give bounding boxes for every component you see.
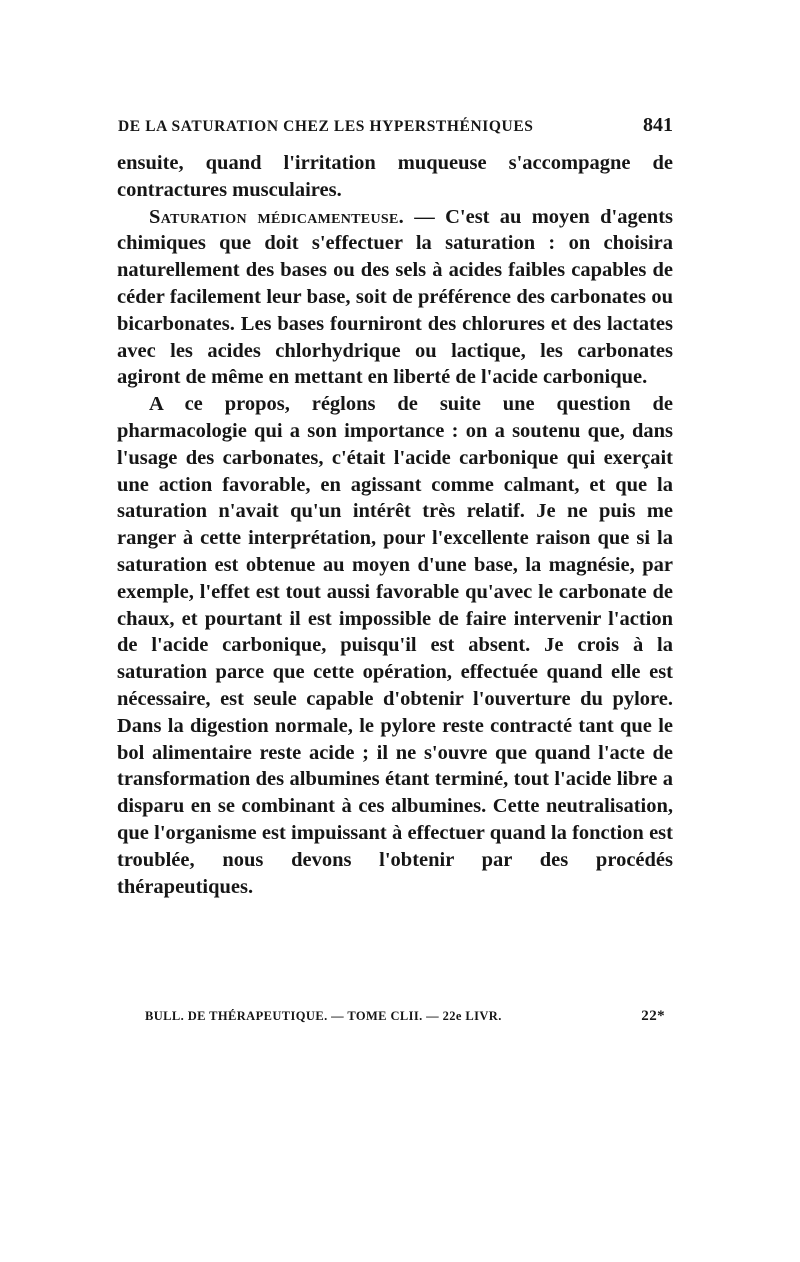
paragraph-3: A ce propos, réglons de suite une question de pharmacologie qui a son importance : on a soutenu que, dans l'usage des carbonates, c'était l'acide carbonique qui exerçait une action favorable, en agissant comme calmant, et que la saturation n'avait qu'un intérêt très relatif. Je ne puis me ranger à cette interprétation, pour l'excellente raison que si la saturation est obtenue au moyen d'une base, la magnésie, par exemple, l'effet est tout aussi favorable qu'avec le carbonate de chaux, et pourtant il est impossible de faire intervenir l'action de l'acide carbonique, puisqu'il est absent. Je crois à la saturation parce que cette opération, effectuée quand elle est nécessaire, est seule capable d'obtenir l'ouverture du pylore. Dans la digestion normale, le pylore reste contracté tant que le bol alimentaire reste acide ; il ne s'ouvre que quand l'acte de transformation des albumines étant terminé, tout l'acide libre a disparu en se combinant à ces albumines. Cette neutralisation, que l'organisme est impuissant à effectuer quand la fonction est troublée, nous devons l'obtenir par des procédés thérapeutiques. <box>117 393 673 898</box>
paragraph-2-text: — C'est au moyen d'agents chimiques que doit s'effectuer la saturation : on choisira naturellement des bases ou des sels à acides faibles capables de céder facilement leur base, soit de préférence des carbonates ou bicarbonates. Les bases fourniront des chlorures et des lactates avec les acides chlorhydrique ou lactique, les carbonates agiront de même en mettant en liberté de l'acide carbonique. <box>117 205 673 389</box>
running-head <box>118 114 673 144</box>
footer-imprint: BULL. DE THÉRAPEUTIQUE. — TOME CLII. — 22e LIVR. <box>145 1009 502 1023</box>
paragraph-1: ensuite, quand l'irritation muqueuse s'accompagne de contractures musculaires. <box>117 152 673 201</box>
body-text <box>117 150 673 900</box>
page-number: 841 <box>643 114 673 136</box>
signature-mark: 22* <box>641 1008 665 1024</box>
section-heading: Saturation médicamenteuse. <box>149 205 405 228</box>
footer <box>145 1008 665 1025</box>
paragraph-2 <box>117 204 673 392</box>
running-title: DE LA SATURATION CHEZ LES HYPERSTHÉNIQUES <box>118 118 534 135</box>
